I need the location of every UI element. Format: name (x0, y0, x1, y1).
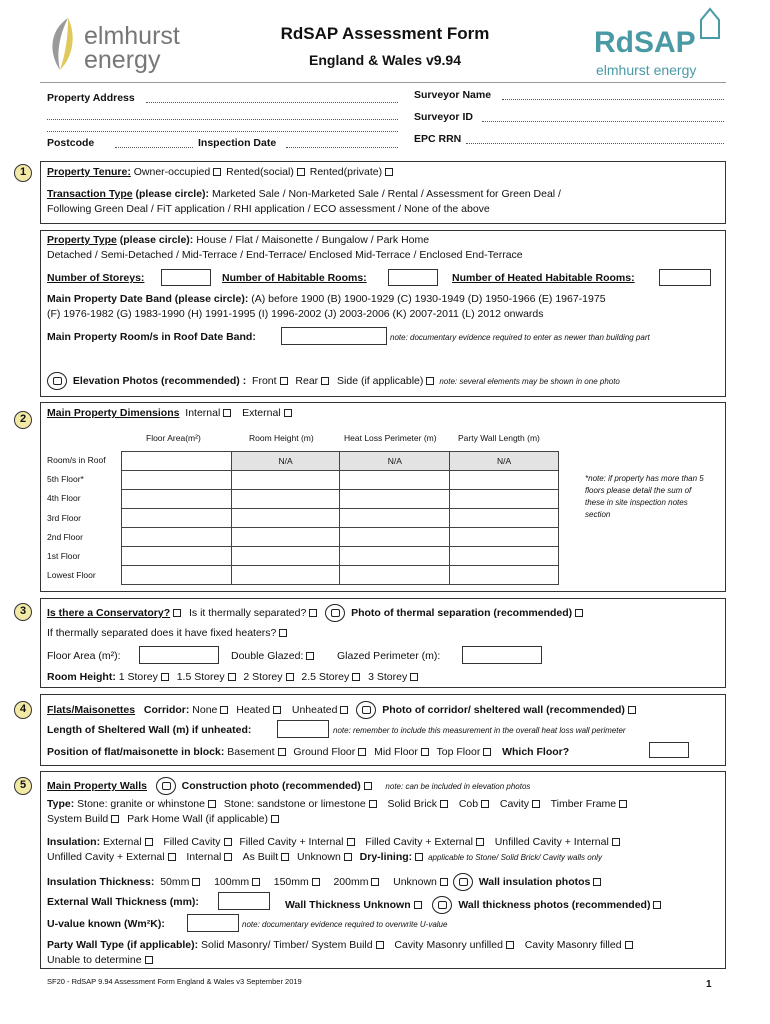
table-cell[interactable] (340, 471, 450, 490)
table-cell[interactable] (231, 490, 340, 509)
transaction-options: Marketed Sale / Non-Marketed Sale / Rental / Assessment for Green Deal / (211, 188, 561, 200)
transaction-label: Transaction Type (47, 188, 133, 200)
corridor-opt: None (192, 703, 218, 716)
section-4-badge: 4 (14, 701, 32, 719)
rdsap-word: RdSAP (594, 26, 696, 59)
dimensions-label: Main Property Dimensions (47, 407, 180, 419)
room-height-label: Room Height: (47, 671, 116, 683)
na-cell: N/A (231, 452, 340, 471)
room-height-row (47, 671, 420, 683)
row-label: Lowest Floor (47, 570, 96, 580)
sheltered-length-label: Length of Sheltered Wall (m) if unheated: (47, 724, 252, 736)
floor-area-label: Floor Area (m²): (47, 650, 121, 662)
heated-input[interactable] (659, 269, 711, 286)
corridor-opt: Heated (236, 703, 271, 716)
flats-label: Flats/Maisonettes (47, 703, 136, 716)
camera-icon (47, 372, 67, 390)
heaters-checkbox[interactable] (279, 629, 287, 637)
heaters-question: If thermally separated does it have fixed heaters? (47, 627, 277, 639)
roof-note: note: documentary evidence required to enter as newer than building part (390, 333, 650, 342)
ins-opt: External (103, 836, 142, 848)
thick-checkbox[interactable] (252, 878, 260, 886)
perimeter-input[interactable] (462, 646, 542, 664)
ptype-circle: (please circle): (119, 234, 194, 246)
corridor-opt: Unheated (291, 703, 338, 716)
glazed-checkbox[interactable] (306, 652, 314, 660)
inspection-label: Inspection Date (198, 137, 277, 149)
row-label: 1st Floor (47, 551, 81, 561)
insulation-row-2 (47, 851, 602, 863)
surveyor-id-label: Surveyor ID (414, 111, 473, 123)
height-checkbox[interactable] (161, 673, 169, 681)
party-opt: Cavity Masonry filled (524, 939, 622, 951)
thermal-photo-label: Photo of thermal separation (recommended) (351, 606, 573, 619)
insulation-photo-checkbox[interactable] (593, 878, 601, 886)
row-label: Room/s in Roof (47, 455, 106, 465)
type-label: Type: (47, 798, 75, 810)
heated-label: Number of Heated Habitable Rooms: (452, 272, 635, 284)
ins-checkbox[interactable] (347, 838, 355, 846)
ins-opt: Unfilled Cavity + External (47, 851, 165, 863)
type-checkbox[interactable] (532, 800, 540, 808)
position-opt: Mid Floor (374, 746, 418, 758)
table-cell[interactable] (122, 452, 232, 471)
thickness-unknown-checkbox[interactable] (414, 901, 422, 909)
ptype-label: Property Type (47, 234, 117, 246)
table-cell[interactable] (122, 566, 232, 585)
na-cell: N/A (340, 452, 450, 471)
transaction-options-2: Following Green Deal / FiT application / RHI application / ECO assessment / None of the above (47, 203, 490, 215)
surveyor-id-field[interactable] (482, 121, 724, 122)
transaction-circle: (please circle): (135, 188, 210, 200)
ins-checkbox[interactable] (612, 838, 620, 846)
party-wall-row (47, 939, 635, 951)
table-cell[interactable] (340, 490, 450, 509)
height-opt: 1.5 Storey (176, 671, 225, 683)
section-3-badge: 3 (14, 603, 32, 621)
table-row (122, 566, 559, 585)
flats-row (47, 701, 638, 719)
type-opt: Solid Brick (387, 798, 438, 810)
col-header: Heat Loss Perimeter (m) (344, 433, 437, 443)
corridor-checkbox[interactable] (340, 706, 348, 714)
which-floor-input[interactable] (649, 742, 689, 758)
type-opt: Stone: granite or whinstone (77, 798, 205, 810)
construction-note: note: can be included in elevation photos (385, 781, 531, 791)
table-cell[interactable] (231, 547, 340, 566)
row-label: 2nd Floor (47, 532, 83, 542)
dimensions-opt: Internal (185, 407, 221, 419)
position-opt: Top Floor (436, 746, 481, 758)
floor-area-input[interactable] (139, 646, 219, 664)
type-checkbox[interactable] (619, 800, 627, 808)
camera-icon (156, 777, 176, 795)
type-opt: System Build (47, 813, 109, 825)
party-checkbox[interactable] (376, 941, 384, 949)
address-field[interactable] (146, 102, 398, 103)
thick-opt: 150mm (273, 875, 309, 888)
camera-icon (356, 701, 376, 719)
tenure-label: Property Tenure: (47, 166, 131, 178)
walls-row (47, 777, 530, 795)
uvalue-label: U-value known (Wm²K): (47, 918, 165, 930)
position-checkbox[interactable] (483, 748, 491, 756)
na-cell: N/A (450, 452, 559, 471)
ins-opt: Filled Cavity + External (365, 836, 473, 848)
table-row (122, 452, 559, 471)
table-cell[interactable] (231, 528, 340, 547)
roof-label: Main Property Room/s in Roof Date Band: (47, 331, 256, 343)
type-opt: Cavity (499, 798, 530, 810)
type-checkbox[interactable] (111, 815, 119, 823)
form-title: RdSAP Assessment Form (280, 24, 490, 43)
row-label: 5th Floor* (47, 474, 84, 484)
surveyor-name-label: Surveyor Name (414, 89, 492, 101)
ins-opt: As Built (242, 851, 279, 863)
house-icon (698, 6, 722, 40)
col-header: Room Height (m) (249, 433, 314, 443)
thickness-row (47, 873, 603, 891)
rdsap-logo (594, 6, 734, 80)
tenure-row (47, 166, 395, 178)
ins-checkbox[interactable] (344, 853, 352, 861)
dateband-label: Main Property Date Band (please circle): (47, 293, 249, 305)
row-label: 3rd Floor (47, 513, 82, 523)
type-checkbox[interactable] (369, 800, 377, 808)
thick-opt: 50mm (160, 875, 190, 888)
thick-checkbox[interactable] (371, 878, 379, 886)
table-cell[interactable] (450, 509, 559, 528)
dimensions-row (47, 407, 294, 419)
ins-opt: Unknown (297, 851, 341, 863)
elevation-row (47, 372, 620, 390)
table-cell[interactable] (450, 528, 559, 547)
table-cell[interactable] (340, 547, 450, 566)
insulation-photo-label: Wall insulation photos (478, 875, 591, 888)
ins-opt: Unfilled Cavity + Internal (494, 836, 609, 848)
section-5-badge: 5 (14, 777, 32, 795)
thick-checkbox[interactable] (192, 878, 200, 886)
position-checkbox[interactable] (278, 748, 286, 756)
dry-lining-note: applicable to Stone/ Solid Brick/ Cavity walls only (428, 853, 602, 862)
table-cell[interactable] (122, 490, 232, 509)
walls-label: Main Property Walls (47, 779, 147, 792)
thickness-unknown-row (285, 896, 663, 914)
address-field-3[interactable] (47, 131, 398, 132)
position-row (47, 746, 569, 758)
ptype-row (47, 234, 429, 246)
dimensions-table (121, 451, 559, 585)
table-cell[interactable] (340, 528, 450, 547)
ext-thickness-input[interactable] (218, 892, 270, 910)
position-opt: Ground Floor (293, 746, 356, 758)
postcode-field[interactable] (115, 147, 193, 148)
table-row (122, 490, 559, 509)
thick-opt: Unknown (393, 875, 437, 888)
dimensions-checkbox[interactable] (284, 409, 292, 417)
habitable-input[interactable] (388, 269, 438, 286)
transaction-row (47, 188, 561, 200)
camera-icon (325, 604, 345, 622)
ins-opt: Internal (186, 851, 222, 863)
table-cell[interactable] (340, 566, 450, 585)
table-cell[interactable] (450, 490, 559, 509)
thickness-photo-label: Wall thickness photos (recommended) (458, 898, 651, 911)
ins-checkbox[interactable] (168, 853, 176, 861)
tenure-opt: Owner-occupied (133, 166, 211, 178)
unable-label: Unable to determine (47, 954, 142, 966)
height-checkbox[interactable] (410, 673, 418, 681)
which-floor-label: Which Floor? (502, 746, 570, 758)
construction-photo-label: Construction photo (recommended) (181, 779, 361, 792)
thick-opt: 200mm (333, 875, 369, 888)
dateband-row (47, 293, 606, 305)
address-field-2[interactable] (47, 119, 398, 120)
logo-word-2: energy (84, 46, 161, 74)
table-row (122, 528, 559, 547)
elevation-checkbox[interactable] (426, 377, 434, 385)
storeys-input[interactable] (161, 269, 211, 286)
dateband-options: (A) before 1900 (B) 1900-1929 (C) 1930-1949 (D) 1950-1966 (E) 1967-1975 (251, 293, 606, 305)
type-opt: Timber Frame (550, 798, 617, 810)
party-wall-label: Party Wall Type (if applicable): (47, 939, 199, 951)
table-row (122, 547, 559, 566)
ins-checkbox[interactable] (145, 838, 153, 846)
thick-opt: 100mm (214, 875, 250, 888)
table-cell[interactable] (231, 471, 340, 490)
ins-opt: Filled Cavity + Internal (239, 836, 344, 848)
type-row-2 (47, 813, 281, 825)
corridor-photo-label: Photo of corridor/ sheltered wall (recommended) (382, 703, 625, 716)
tenure-checkbox[interactable] (385, 168, 393, 176)
tenure-checkbox[interactable] (213, 168, 221, 176)
corridor-photo-checkbox[interactable] (628, 706, 636, 714)
ptype-options: House / Flat / Maisonette / Bungalow / Park Home (196, 234, 430, 246)
thermal-checkbox[interactable] (309, 609, 317, 617)
elevation-opt: Front (252, 374, 277, 387)
tenure-opt: Rented(private) (309, 166, 383, 178)
uvalue-input[interactable] (187, 914, 239, 932)
dateband-options-2: (F) 1976-1982 (G) 1983-1990 (H) 1991-1995 (I) 1996-2002 (J) 2003-2006 (K) 2007-2011 (L) 2012 onwards (47, 308, 544, 320)
section-2-badge: 2 (14, 411, 32, 429)
heaters-row (47, 627, 289, 639)
corridor-checkbox[interactable] (273, 706, 281, 714)
ptype-options-2: Detached / Semi-Detached / Mid-Terrace / End-Terrace/ Enclosed Mid-Terrace / Enclosed End-Terrace (47, 249, 523, 261)
perimeter-label: Glazed Perimeter (m): (337, 650, 441, 662)
page-number: 1 (706, 979, 712, 990)
form-subtitle: England & Wales v9.94 (309, 52, 461, 68)
col-header: Party Wall Length (m) (458, 433, 540, 443)
dimensions-checkbox[interactable] (223, 409, 231, 417)
ext-thickness-label: External Wall Thickness (mm): (47, 896, 199, 908)
type-checkbox[interactable] (440, 800, 448, 808)
corridor-label: Corridor: (143, 703, 190, 716)
elevation-opt: Side (if applicable) (337, 374, 424, 387)
thick-checkbox[interactable] (440, 878, 448, 886)
type-checkbox[interactable] (481, 800, 489, 808)
elevation-checkbox[interactable] (321, 377, 329, 385)
thick-checkbox[interactable] (312, 878, 320, 886)
height-checkbox[interactable] (286, 673, 294, 681)
table-row (122, 509, 559, 528)
table-cell[interactable] (340, 509, 450, 528)
conservatory-row (47, 604, 585, 622)
thickness-unknown-label: Wall Thickness Unknown (285, 898, 411, 911)
sheltered-length-input[interactable] (277, 720, 329, 738)
elevation-label: Elevation Photos (recommended) : (72, 374, 247, 387)
insulation-label: Insulation: (47, 836, 101, 848)
footer-ref: SF20 - RdSAP 9.94 Assessment Form England & Wales v3 September 2019 (47, 977, 302, 986)
type-opt: Stone: sandstone or limestone (223, 798, 366, 810)
table-cell[interactable] (450, 547, 559, 566)
ins-opt: Filled Cavity (163, 836, 221, 848)
type-opt: Park Home Wall (if applicable) (127, 813, 268, 825)
table-cell[interactable] (122, 471, 232, 490)
thermal-question: Is it thermally separated? (188, 606, 307, 619)
insulation-row (47, 836, 622, 848)
type-checkbox[interactable] (271, 815, 279, 823)
section-1-badge: 1 (14, 164, 32, 182)
glazed-label: Double Glazed: (231, 650, 304, 662)
table-cell[interactable] (450, 471, 559, 490)
address-label: Property Address (47, 92, 135, 104)
conservatory-checkbox[interactable] (173, 609, 181, 617)
rdsap-sub: elmhurst energy (596, 62, 697, 78)
height-opt: 2.5 Storey (301, 671, 350, 683)
ins-checkbox[interactable] (224, 838, 232, 846)
storeys-label: Number of Storeys: (47, 272, 145, 284)
position-checkbox[interactable] (421, 748, 429, 756)
thermal-photo-checkbox[interactable] (575, 609, 583, 617)
floors-note: *note: if property has more than 5 floors please detail the sum of these in site inspection notes section (585, 474, 704, 519)
dry-lining-label: Dry-lining: (359, 851, 413, 863)
sheltered-note: note: remember to include this measurement in the overall heat loss wall perimeter (333, 726, 626, 735)
ins-checkbox[interactable] (476, 838, 484, 846)
dry-lining-checkbox[interactable] (415, 853, 423, 861)
tenure-opt: Rented(social) (226, 166, 294, 178)
party-checkbox[interactable] (506, 941, 514, 949)
corridor-checkbox[interactable] (220, 706, 228, 714)
type-row (47, 798, 629, 810)
height-checkbox[interactable] (352, 673, 360, 681)
table-cell[interactable] (122, 547, 232, 566)
table-cell[interactable] (231, 509, 340, 528)
tenure-checkbox[interactable] (297, 168, 305, 176)
inspection-field[interactable] (286, 147, 398, 148)
surveyor-name-field[interactable] (502, 99, 724, 100)
habitable-label: Number of Habitable Rooms: (222, 272, 367, 284)
type-opt: Cob (458, 798, 479, 810)
table-cell[interactable] (450, 566, 559, 585)
height-opt: 2 Storey (243, 671, 283, 683)
height-checkbox[interactable] (228, 673, 236, 681)
ins-checkbox[interactable] (224, 853, 232, 861)
party-opt: Cavity Masonry unfilled (394, 939, 503, 951)
epc-label: EPC RRN (414, 133, 462, 145)
epc-field[interactable] (466, 143, 724, 144)
elevation-opt: Rear (295, 374, 319, 387)
party-checkbox[interactable] (625, 941, 633, 949)
unable-checkbox[interactable] (145, 956, 153, 964)
conservatory-label: Is there a Conservatory? (47, 606, 171, 619)
camera-icon (432, 896, 452, 914)
height-opt: 1 Storey (118, 671, 158, 683)
table-row (122, 471, 559, 490)
elevation-checkbox[interactable] (280, 377, 288, 385)
roof-input[interactable] (281, 327, 387, 345)
table-cell[interactable] (122, 509, 232, 528)
table-cell[interactable] (231, 566, 340, 585)
postcode-label: Postcode (47, 137, 95, 149)
party-opt: Solid Masonry/ Timber/ System Build (201, 939, 373, 951)
unable-row (47, 954, 155, 966)
type-checkbox[interactable] (208, 800, 216, 808)
elevation-note: note: several elements may be shown in one photo (439, 376, 620, 386)
thickness-label: Insulation Thickness: (47, 875, 155, 888)
row-label: 4th Floor (47, 493, 81, 503)
position-opt: Basement (227, 746, 275, 758)
dimensions-opt: External (242, 407, 281, 419)
height-opt: 3 Storey (368, 671, 408, 683)
camera-icon (453, 873, 473, 891)
ins-checkbox[interactable] (281, 853, 289, 861)
uvalue-note: note: documentary evidence required to overwrite U-value (242, 920, 448, 929)
thickness-photo-checkbox[interactable] (653, 901, 661, 909)
col-header: Floor Area(m²) (146, 433, 201, 443)
construction-photo-checkbox[interactable] (364, 782, 372, 790)
logo-word-1: elmhurst (84, 22, 180, 50)
position-checkbox[interactable] (358, 748, 366, 756)
table-cell[interactable] (122, 528, 232, 547)
glazed-row (231, 650, 316, 662)
header-rule (40, 82, 726, 83)
position-label: Position of flat/maisonette in block: (47, 746, 225, 758)
